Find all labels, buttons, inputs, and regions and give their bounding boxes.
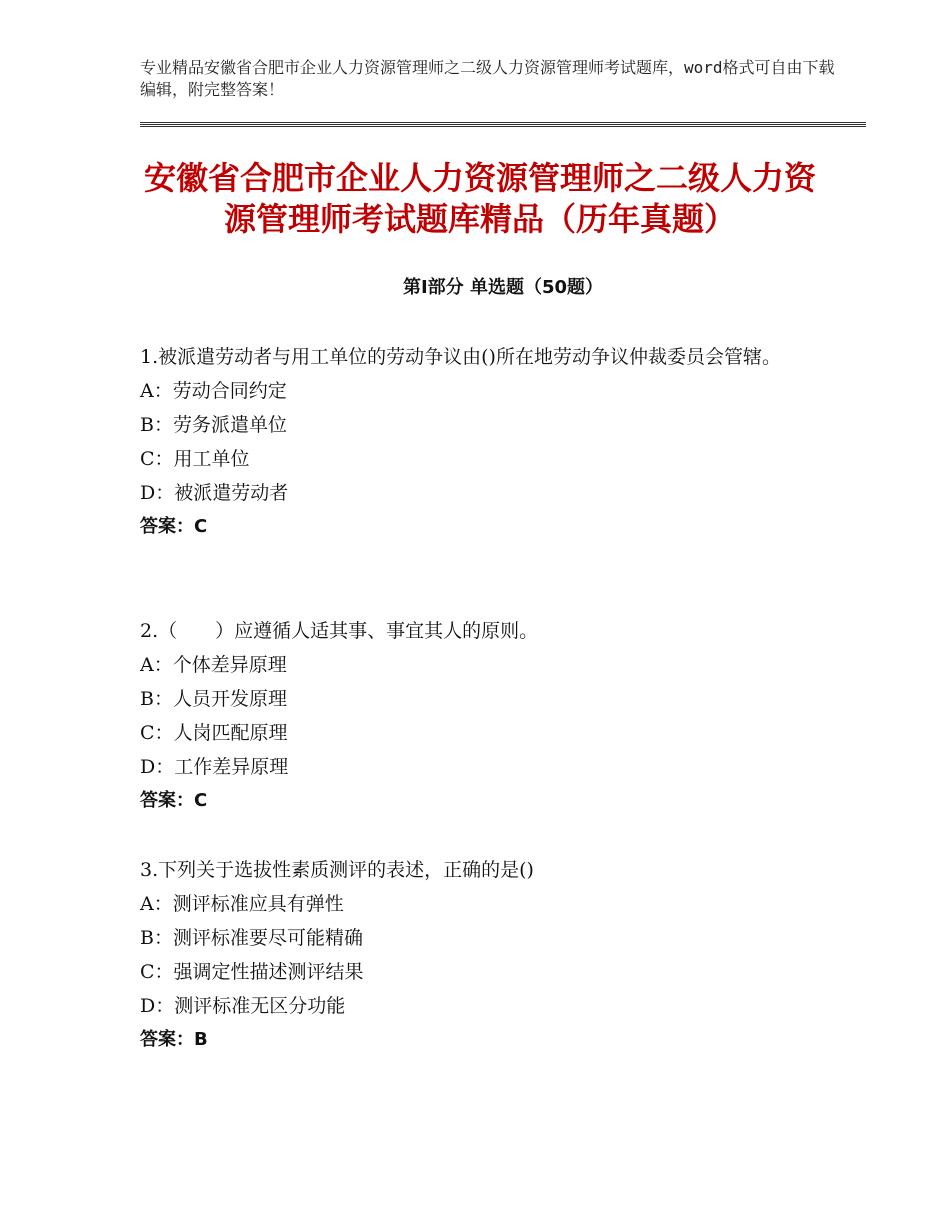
- question-option-d: D：被派遣劳动者: [140, 482, 289, 504]
- question-option-b: B：测评标准要尽可能精确: [140, 927, 363, 949]
- question-answer: 答案：C: [140, 516, 208, 537]
- header-rule: [140, 126, 866, 127]
- question-option-a: A：测评标准应具有弹性: [140, 893, 344, 915]
- question-block: [140, 853, 820, 1057]
- header-rule: [140, 122, 866, 123]
- question-option-b: B：劳务派遣单位: [140, 414, 287, 436]
- question-option-d: D：测评标准无区分功能: [140, 995, 346, 1017]
- question-stem: 3.下列关于选拔性素质测评的表述，正确的是(): [140, 859, 534, 881]
- question-option-b: B：人员开发原理: [140, 688, 287, 710]
- question-option-a: A：劳动合同约定: [140, 380, 287, 402]
- question-stem: 1.被派遣劳动者与用工单位的劳动争议由()所在地劳动争议仲裁委员会管辖。: [140, 346, 781, 368]
- question-option-c: C：用工单位: [140, 448, 250, 470]
- question-option-a: A：个体差异原理: [140, 654, 287, 676]
- question-stem: 2.（ ）应遵循人适其事、事宜其人的原则。: [140, 620, 539, 642]
- question-answer: 答案：C: [140, 790, 208, 811]
- question-option-d: D：工作差异原理: [140, 756, 289, 778]
- question-answer: 答案：B: [140, 1029, 208, 1050]
- question-option-c: C：人岗匹配原理: [140, 722, 288, 744]
- header-note: 专业精品安徽省合肥市企业人力资源管理师之二级人力资源管理师考试题库，word格式可自由下载编辑，附完整答案！: [140, 58, 835, 99]
- question-option-c: C：强调定性描述测评结果: [140, 961, 364, 983]
- section-title: 第Ⅰ部分 单选题（50题）: [402, 277, 603, 298]
- header-rule: [140, 124, 866, 125]
- question-block: [140, 340, 820, 544]
- question-block: [140, 614, 820, 818]
- document-title: 安徽省合肥市企业人力资源管理师之二级人力资源管理师考试题库精品（历年真题）: [143, 159, 816, 238]
